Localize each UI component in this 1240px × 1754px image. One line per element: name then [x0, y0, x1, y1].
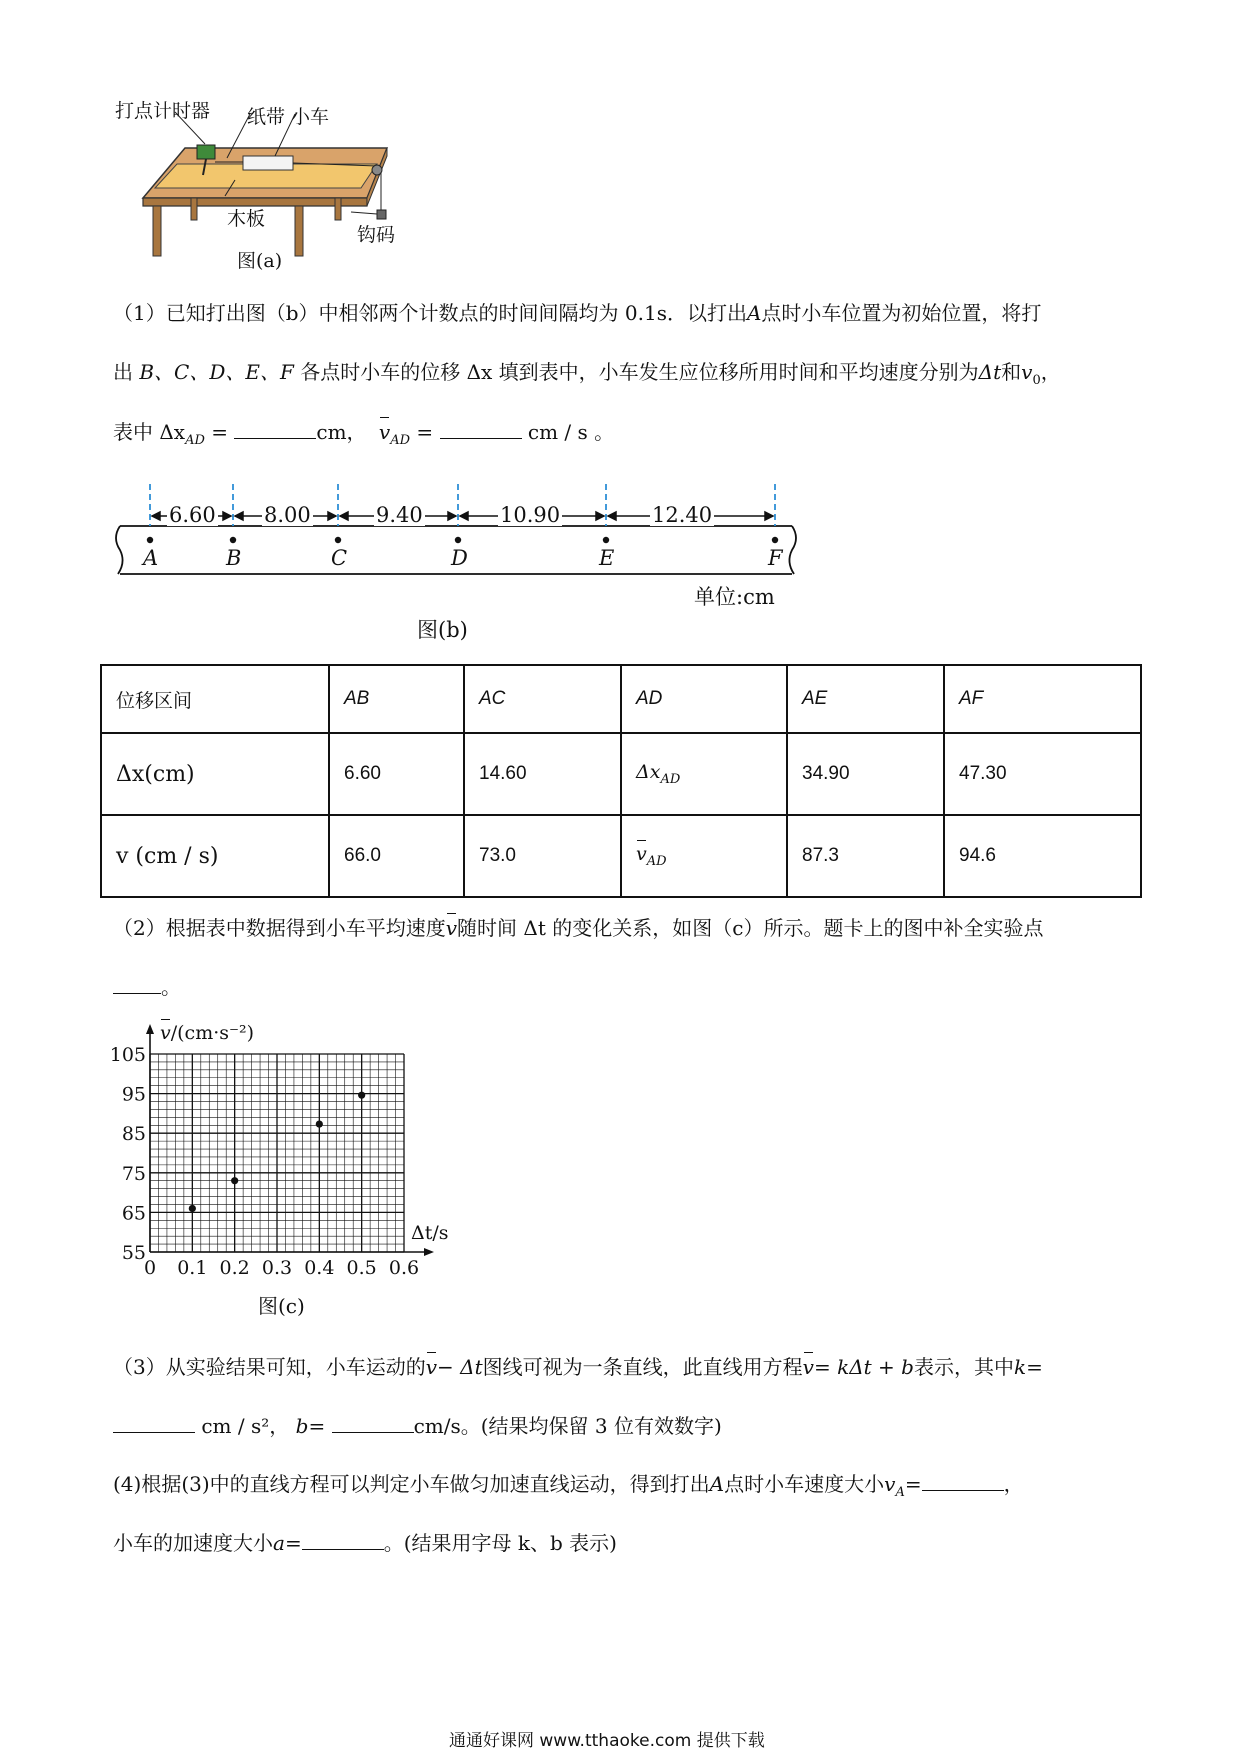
tape-dots	[147, 537, 778, 543]
table-row	[101, 733, 1141, 815]
table-cell: 47.30	[944, 733, 1141, 815]
x-tick-label: 0.6	[388, 1257, 420, 1279]
point-d: D	[451, 546, 468, 570]
figure-b	[112, 480, 812, 650]
chart-ticks	[110, 1044, 419, 1279]
q1-line3: 表中 $\Delta x_{AD}$ = cm， $v_{AD}$ = cm / s 。	[113, 420, 615, 448]
table-cell: 66.0	[329, 815, 464, 897]
x-tick-label: 0	[143, 1257, 157, 1279]
point-f: F	[768, 546, 783, 570]
figure-a-caption: 图(a)	[237, 250, 283, 272]
y-tick-label: 105	[109, 1044, 146, 1066]
footer-watermark: 通通好课网 www.tthaoke.com 提供下载	[449, 1731, 765, 1751]
blank-q2[interactable]	[113, 977, 161, 994]
distance-ab: 6.60	[169, 503, 216, 527]
q4-line1: (4)根据(3)中的直线方程可以判定小车做匀加速直线运动，得到打出A点时小车速度大小$v_A=$ ，	[113, 1472, 1024, 1500]
table-cell: 6.60	[329, 733, 464, 815]
label-board: 木板	[227, 208, 266, 230]
figure-c-caption: 图(c)	[258, 1294, 305, 1318]
blank-v-ad[interactable]	[440, 422, 522, 439]
table-header-cell: AC	[464, 665, 621, 733]
chart-axes	[146, 1024, 434, 1256]
x-tick-label: 0.5	[346, 1257, 377, 1279]
table-cell: 73.0	[464, 815, 621, 897]
table-cell: 94.6	[944, 815, 1141, 897]
point-e: E	[599, 546, 615, 570]
table-row	[101, 815, 1141, 897]
chart-figure-c	[100, 1018, 480, 1318]
table-header-cell: AF	[944, 665, 1141, 733]
blank-b[interactable]	[332, 1416, 414, 1433]
q4-line2: 小车的加速度大小a= 。(结果用字母 k、b 表示)	[113, 1531, 617, 1555]
data-point	[358, 1092, 365, 1099]
blank-va[interactable]	[922, 1474, 1004, 1491]
chart-ylabel: v/(cm·s⁻²)	[160, 1022, 255, 1044]
distance-cd: 9.40	[376, 503, 423, 527]
q2-line2: 。	[113, 977, 181, 997]
q3-line1: （3）从实验结果可知，小车运动的v− Δt图线可视为一条直线，此直线用方程v= kΔt + b表示，其中k=	[113, 1355, 1043, 1379]
x-axis-arrow	[424, 1248, 434, 1256]
figure-a	[115, 100, 455, 280]
q3-line2: cm / s²， b= cm/s。(结果均保留 3 位有效数字)	[113, 1416, 722, 1436]
x-tick-label: 0.2	[219, 1257, 250, 1279]
unit-label: 单位:cm	[694, 585, 775, 609]
row-label-v: v (cm / s)	[101, 815, 329, 897]
blank-a[interactable]	[302, 1533, 384, 1550]
table-cell: 14.60	[464, 733, 621, 815]
q1-line2: 出 B、C、D、E、F 各点时小车的位移 Δx 填到表中，小车发生应位移所用时间和平均速度分别为Δt和$v_0$，	[113, 360, 1061, 388]
chart-grid	[150, 1054, 404, 1252]
figure-b-caption: 图(b)	[417, 618, 468, 642]
point-a: A	[143, 546, 159, 570]
distance-ef: 12.40	[652, 503, 713, 527]
table-header-row	[101, 665, 1141, 733]
x-tick-label: 0.3	[261, 1257, 293, 1279]
chart-xlabel: Δt/s	[411, 1222, 449, 1244]
y-tick-label: 65	[121, 1202, 146, 1225]
x-tick-label: 0.1	[177, 1257, 208, 1279]
table-cell: 87.3	[787, 815, 944, 897]
label-weight: 钩码	[357, 224, 396, 246]
table-cell-dx-ad: $\Delta x_{AD}$	[621, 733, 787, 815]
distance-de: 10.90	[500, 503, 561, 527]
blank-dx-ad[interactable]	[234, 422, 316, 439]
point-c: C	[331, 546, 348, 570]
y-tick-label: 85	[121, 1123, 146, 1146]
row-label-dx: Δx(cm)	[101, 733, 329, 815]
label-tape-cart: 纸带 小车	[247, 106, 330, 128]
data-table	[100, 664, 1142, 898]
q1-line1: （1）已知打出图（b）中相邻两个计数点的时间间隔均为 0.1s．以打出A点时小车位置为初始位置，将打	[113, 301, 1042, 325]
table-header-cell: AE	[787, 665, 944, 733]
table-header-cell: 位移区间	[101, 665, 329, 733]
data-point	[231, 1177, 238, 1184]
table-header-cell: AB	[329, 665, 464, 733]
table-header-cell: AD	[621, 665, 787, 733]
y-tick-label: 95	[121, 1083, 146, 1106]
y-tick-label: 55	[121, 1242, 146, 1264]
point-b: B	[226, 546, 242, 570]
y-tick-label: 75	[121, 1162, 146, 1185]
data-point	[189, 1205, 196, 1212]
table-cell: 34.90	[787, 733, 944, 815]
y-axis-arrow	[146, 1024, 154, 1034]
blank-k[interactable]	[113, 1416, 195, 1433]
data-point	[316, 1120, 323, 1127]
q2-line1: （2）根据表中数据得到小车平均速度v随时间 Δt 的变化关系，如图（c）所示。题卡上的图中补全实验点	[113, 916, 1044, 940]
distance-bc: 8.00	[264, 503, 311, 527]
label-timer: 打点计时器	[115, 100, 211, 122]
table-cell-v-ad: $v_{AD}$	[621, 815, 787, 897]
x-tick-label: 0.4	[304, 1257, 335, 1279]
